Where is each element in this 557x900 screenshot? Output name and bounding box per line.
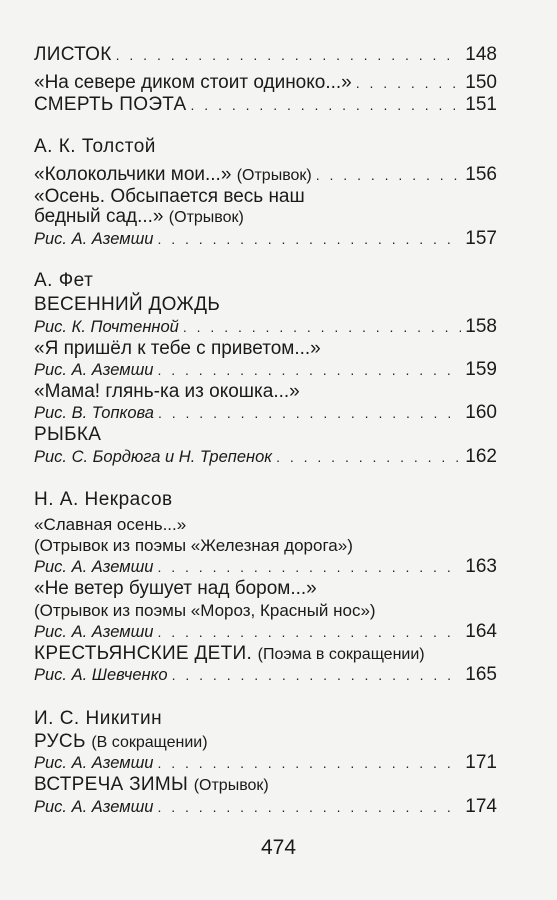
poem-note: (Отрывок)	[236, 167, 312, 184]
poem-title: «На севере диком стоит одиноко...»	[34, 72, 352, 93]
poem-title-wrap	[34, 731, 208, 754]
page-ref: 151	[465, 94, 497, 115]
poem-title: КРЕСТЬЯНСКИЕ ДЕТИ.	[34, 643, 253, 664]
author-name: А. Фет	[34, 270, 94, 291]
toc-entry	[34, 164, 497, 187]
toc-entry	[34, 752, 497, 774]
author-name: А. К. Толстой	[34, 136, 156, 157]
page-number: 474	[260, 836, 297, 859]
page-ref: 174	[465, 796, 497, 817]
leader-dots	[157, 752, 461, 774]
leader-dots	[158, 402, 461, 424]
leader-dots	[276, 446, 461, 468]
illustrator: Рис. А. Шевченко	[34, 666, 168, 684]
poem-title-wrap	[34, 643, 425, 666]
leader-dots	[157, 556, 461, 578]
toc-entry	[34, 556, 497, 578]
poem-title-wrap	[34, 164, 312, 187]
toc-entry	[34, 621, 497, 643]
toc-entry	[34, 228, 497, 250]
illustrator: Рис. С. Бордюга и Н. Трепенок	[34, 448, 273, 466]
toc-entry	[34, 72, 497, 94]
page-ref: 162	[465, 446, 497, 467]
poem-note: (Отрывок из поэмы «Мороз, Красный нос»)	[34, 601, 376, 620]
leader-dots	[157, 621, 461, 643]
poem-note: (Поэма в сокращении)	[257, 646, 425, 663]
illustrator: Рис. А. Аземши	[34, 361, 154, 379]
illustrator: Рис. А. Аземши	[34, 230, 154, 248]
page-ref: 159	[465, 359, 497, 380]
page-ref: 160	[465, 402, 497, 423]
poem-title: «Мама! глянь-ка из окошка...»	[34, 381, 300, 402]
toc-entry	[34, 359, 497, 381]
page-ref: 148	[465, 44, 497, 65]
illustrator: Рис. А. Аземши	[34, 558, 154, 576]
illustrator: Рис. А. Аземши	[34, 798, 154, 816]
poem-title: ЛИСТОК	[34, 44, 112, 65]
toc-entry	[34, 402, 497, 424]
toc-entry	[34, 94, 497, 116]
toc-entry	[34, 446, 497, 468]
poem-title: РЫБКА	[34, 424, 102, 445]
toc-entry	[34, 44, 497, 66]
leader-dots	[191, 94, 461, 116]
poem-title: «Не ветер бушует над бором...»	[34, 578, 317, 599]
page-ref: 171	[465, 752, 497, 773]
poem-note: (Отрывок)	[168, 209, 244, 226]
toc-entry	[34, 664, 497, 686]
page-ref: 150	[465, 72, 497, 93]
illustrator: Рис. В. Топкова	[34, 404, 154, 422]
poem-note: (В сокращении)	[91, 734, 208, 751]
poem-title: РУСЬ	[34, 731, 86, 752]
page-ref: 157	[465, 228, 497, 249]
page-ref: 156	[465, 164, 497, 185]
leader-dots	[157, 228, 461, 250]
poem-title: ВЕСЕННИЙ ДОЖДЬ	[34, 294, 221, 315]
leader-dots	[172, 664, 461, 686]
author-name: Н. А. Некрасов	[34, 489, 173, 510]
illustrator: Рис. А. Аземши	[34, 623, 154, 641]
poem-title-wrap	[34, 774, 269, 797]
poem-title-line2	[34, 206, 244, 229]
illustrator: Рис. А. Аземши	[34, 754, 154, 772]
leader-dots	[157, 359, 461, 381]
leader-dots	[116, 44, 461, 66]
page-ref: 158	[465, 316, 497, 337]
poem-note: (Отрывок)	[193, 777, 269, 794]
leader-dots	[316, 164, 461, 186]
page-ref: 163	[465, 556, 497, 577]
page-ref: 164	[465, 621, 497, 642]
poem-title: СМЕРТЬ ПОЭТА	[34, 94, 187, 115]
leader-dots	[157, 796, 461, 818]
poem-title: ВСТРЕЧА ЗИМЫ	[34, 774, 189, 795]
author-name: И. С. Никитин	[34, 708, 163, 729]
toc-entry	[34, 316, 497, 338]
page-ref: 165	[465, 664, 497, 685]
leader-dots	[183, 316, 461, 338]
poem-title: «Колокольчики мои...»	[34, 164, 232, 185]
leader-dots	[356, 72, 461, 94]
illustrator: Рис. К. Почтенной	[34, 318, 179, 336]
toc-entry	[34, 796, 497, 818]
poem-title-cont: бедный сад...»	[34, 206, 164, 227]
poem-title: «Я пришёл к тебе с приветом...»	[34, 338, 321, 359]
poem-title: «Славная осень...»	[34, 515, 187, 534]
poem-title: «Осень. Обсыпается весь наш	[34, 186, 305, 207]
poem-note: (Отрывок из поэмы «Железная дорога»)	[34, 536, 353, 555]
